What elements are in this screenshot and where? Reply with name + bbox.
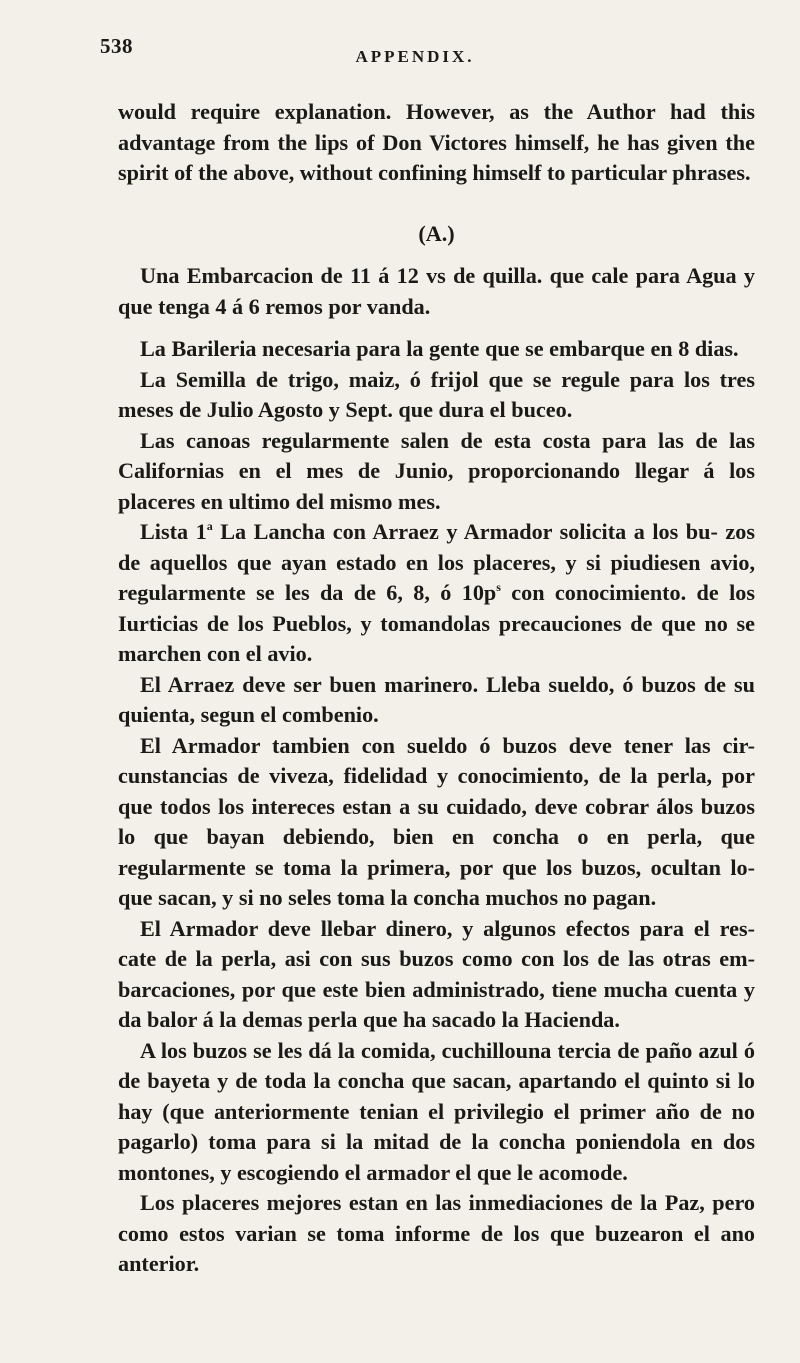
- intro-paragraph: would require explanation. However, as the Author had this advantage from the lips of Don Victores himself, he has given the spirit of the above, without confining himself to particular phrases.: [118, 99, 755, 185]
- paragraph-armador-duties: El Armador tambien con sueldo ó buzos deve tener las cir- cunstancias de viveza, fidelidad y conocimiento, de la perla, por que todos los intereces estan a su cuidado, deve cobrar álos buzos lo que bayan debiendo, bien en concha o en perla, que regularmente se toma la primera, por que los buzos, ocultan lo- que sacan, y si no seles toma la concha muchos no pagan.: [118, 732, 755, 910]
- lista-label: Lista 1: [140, 519, 207, 544]
- pesos-superscript: s: [496, 580, 501, 594]
- ordinal-superscript: a: [206, 519, 213, 533]
- lista-text-part-1: La Lancha con Arraez y Armador solicita a los bu- zos de aquellos que ayan estado en los placeres, y si piudiesen avio, regularmente se les da de 6, 8, ó 10p: [118, 519, 755, 605]
- paragraph-seed: La Semilla de trigo, maiz, ó frijol que se regule para los tres meses de Julio Agosto y Sept. que dura el buceo.: [118, 366, 755, 422]
- page-number: 538: [100, 34, 133, 58]
- paragraph-lista: [118, 517, 755, 670]
- paragraph-divers-pay: A los buzos se les dá la comida, cuchillouna tercia de paño azul ó de bayeta y de toda la concha que sacan, apartando el quinto si lo hay (que anteriormente tenian el privilegio el primer año de no pagarlo) toma para si la mitad de la concha poniendola en dos montones, y escogiendo el armador el que le acomode.: [118, 1037, 755, 1185]
- paragraph-armador-money: El Armador deve llebar dinero, y algunos efectos para el res- cate de la perla, asi con sus buzos como con los de las otras em- barcaciones, por que este bien administrado, tiene mucha cuenta y da balor á la demas perla que ha sacado la Hacienda.: [118, 915, 755, 1032]
- paragraph-arraez: El Arraez deve ser buen marinero. Lleba sueldo, ó buzos de su quienta, segun el combenio.: [118, 671, 755, 727]
- paragraph-barrels: La Barileria necesaria para la gente que se embarque en 8 dias.: [140, 336, 739, 361]
- paragraph-canoes: Las canoas regularmente salen de esta costa para las de las Californias en el mes de Junio, proporcionando llegar á los placeres en ultimo del mismo mes.: [118, 427, 755, 514]
- section-label: (A.): [418, 220, 455, 246]
- paragraph-best-beds: Los placeres mejores estan en las inmediaciones de la Paz, pero como estos varian se toma informe de los que buzearon el ano anterior.: [118, 1190, 755, 1276]
- body-text: [118, 97, 755, 1280]
- paragraph-vessel: Una Embarcacion de 11 á 12 vs de quilla. que cale para Agua y que tenga 4 á 6 remos por vanda.: [118, 263, 755, 319]
- running-head: APPENDIX.: [355, 47, 475, 66]
- lista-text-part-2: con conocimiento. de los Iurticias de los Pueblos, y tomandolas precauciones de que no se marchen con el avio.: [118, 580, 755, 666]
